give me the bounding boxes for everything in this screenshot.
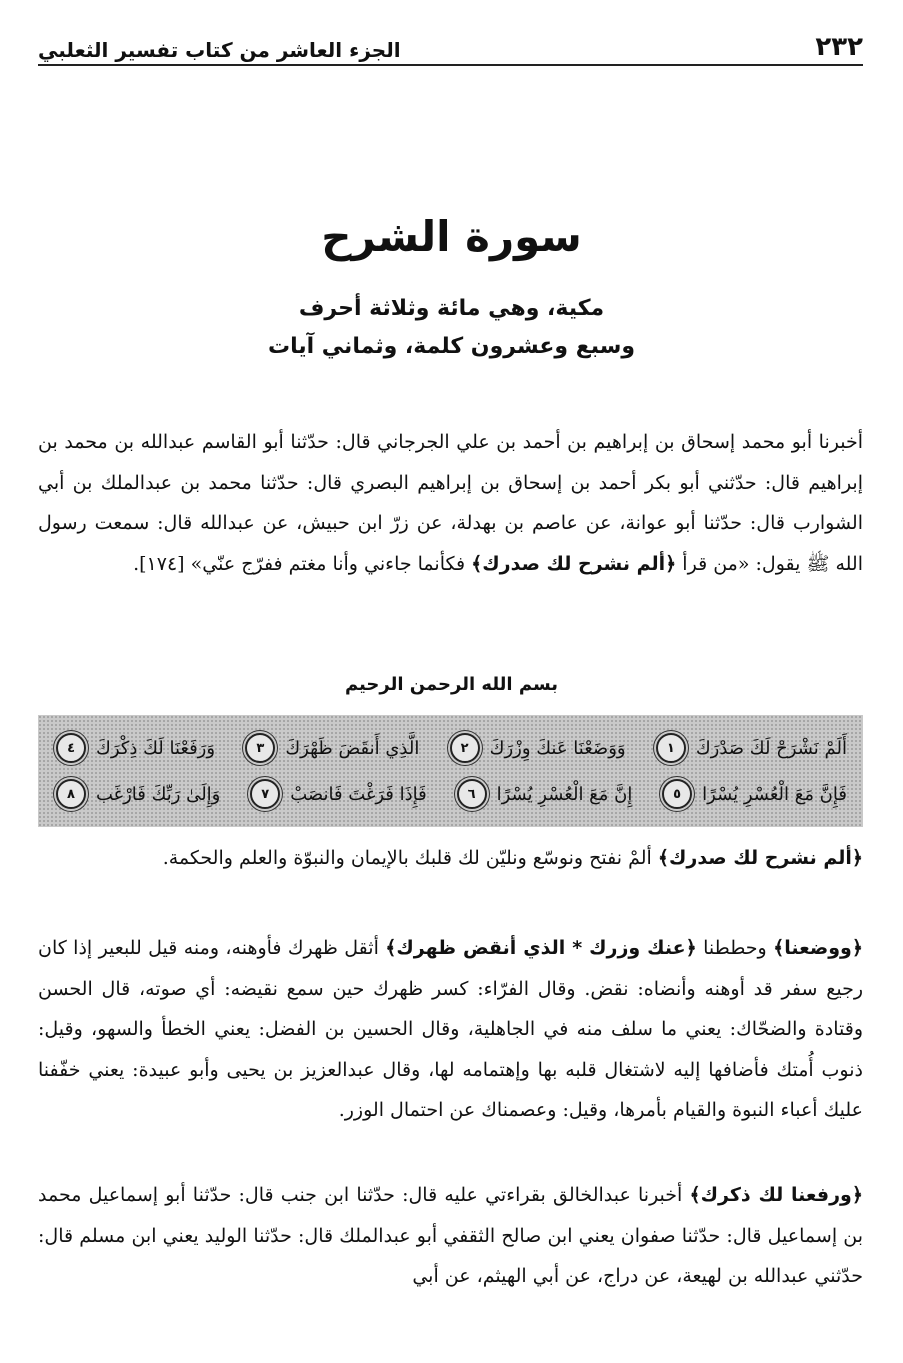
verse-text: فَإِنَّ مَعَ الْعُسْرِ يُسْرًا xyxy=(702,783,847,805)
verse-5 xyxy=(656,779,851,809)
quran-line-1 xyxy=(50,725,851,771)
verse-3 xyxy=(239,733,423,763)
verse-number-2: ٢ xyxy=(450,733,480,763)
verse-text: الَّذِي أَنقَضَ ظَهْرَكَ xyxy=(285,737,420,759)
intro-text-after: فكأنما جاءني وأنا مغتم ففرّج عنّي» [١٧٤]. xyxy=(133,552,472,575)
verse-6 xyxy=(451,779,637,809)
verse-text: وَإِلَىٰ رَبِّكَ فَارْغَب xyxy=(96,783,221,805)
commentary-text: ألمْ نفتح ونوسّع ونليّن لك قلبك بالإيمان والنبوّة والعلم والحكمة. xyxy=(162,847,658,869)
verse-text: وَوَضَعْنَا عَنكَ وِزْرَكَ xyxy=(489,737,626,759)
verse-8 xyxy=(50,779,224,809)
commentary-paragraph-1 xyxy=(38,838,863,879)
surah-info-line-2: وسبع وعشرون كلمة، وثماني آيات xyxy=(267,334,636,359)
verse-text: إِنَّ مَعَ الْعُسْرِ يُسْرًا xyxy=(496,783,633,805)
verse-number-4: ٤ xyxy=(56,733,86,763)
intro-verse-quote: ﴿ألم نشرح لك صدرك﴾ xyxy=(471,552,677,575)
commentary-text: أثقل ظهرك فأوهنه، ومنه قيل للبعير إذا كان رجيع سفر قد أوهنه وأنضاه: نقض. وقال الفرّاء: كسر ظهرك حين سمع نقيضه: أي صوته، قال الحسن وقتادة والضحّاك: يعني ما سلف منه في الجاهلية، وقال الحسين بن الفضل: يعني الخطأ والسهو، وقيل: ذنوب أُمتك فأضافها إليه لاشتغال قلبه بها وإهتمامه لها، وقال عبدالعزيز بن يحيى وأبو عبيدة: يعني خفّفنا عليك أعباء النبوة والقيام بأمرها، وقيل: وعصمناك عن احتمال الوزر. xyxy=(38,937,863,1121)
basmala: بسم الله الرحمن الرحيم xyxy=(344,674,559,695)
verse-number-3: ٣ xyxy=(245,733,275,763)
verse-2 xyxy=(444,733,630,763)
commentary-text: وحططنا xyxy=(696,937,774,959)
verse-text: أَلَمْ نَشْرَحْ لَكَ صَدْرَكَ xyxy=(695,737,847,759)
verse-quote: ﴿ألم نشرح لك صدرك﴾ xyxy=(657,847,863,869)
book-title: الجزء العاشر من كتاب تفسير الثعلبي xyxy=(38,38,401,62)
verse-number-6: ٦ xyxy=(457,779,487,809)
verse-quote: ﴿ووضعنا﴾ xyxy=(773,937,863,959)
surah-title: سورة الشرح xyxy=(321,212,582,261)
surah-info xyxy=(0,290,903,366)
verse-quote: ﴿عنك وزرك * الذي أنقض ظهرك﴾ xyxy=(385,937,697,959)
verse-1 xyxy=(650,733,851,763)
verse-4 xyxy=(50,733,219,763)
verse-text: فَإِذَا فَرَغْتَ فَانصَبْ xyxy=(290,783,427,805)
commentary-paragraph-2 xyxy=(38,928,863,1131)
verse-text: وَرَفَعْنَا لَكَ ذِكْرَكَ xyxy=(96,737,216,759)
quran-line-2 xyxy=(50,771,851,817)
verse-number-1: ١ xyxy=(656,733,686,763)
page-number: ٢٣٢ xyxy=(815,32,863,62)
verse-number-7: ٧ xyxy=(250,779,280,809)
running-header xyxy=(38,20,863,66)
intro-text-before: أخبرنا أبو محمد إسحاق بن إبراهيم بن أحمد بن علي الجرجاني قال: حدّثنا أبو القاسم عبدالله بن محمد بن إبراهيم قال: حدّثني أبو بكر أحمد بن إسحاق بن إبراهيم البصري قال: حدّثنا محمد بن عبدالملك بن أبي الشوارب قال: حدّثنا أبو عوانة، عن عاصم بن بهدلة، عن زرّ ابن حبيش، عن عبدالله قال: سمعت رسول الله ﷺ يقول: «من قرأ xyxy=(38,431,863,575)
verse-quote: ﴿ورفعنا لك ذكرك﴾ xyxy=(689,1184,863,1206)
intro-paragraph xyxy=(38,422,863,584)
verse-number-8: ٨ xyxy=(56,779,86,809)
surah-info-line-1: مكية، وهي مائة وثلاثة أحرف xyxy=(298,296,605,321)
commentary-paragraph-3 xyxy=(38,1175,863,1297)
quran-verses-box xyxy=(38,715,863,827)
commentary-text: أخبرنا عبدالخالق بقراءتي عليه قال: حدّثنا ابن جنب قال: حدّثنا أبو إسماعيل محمد بن إسماعيل قال: حدّثنا صفوان يعني ابن صالح الثقفي أبو عبدالملك قال: حدّثنا الوليد يعني ابن مسلم قال: حدّثني عبدالله بن لهيعة، عن دراج، عن أبي الهيثم، عن أبي xyxy=(38,1184,863,1287)
verse-number-5: ٥ xyxy=(662,779,692,809)
verse-7 xyxy=(244,779,431,809)
